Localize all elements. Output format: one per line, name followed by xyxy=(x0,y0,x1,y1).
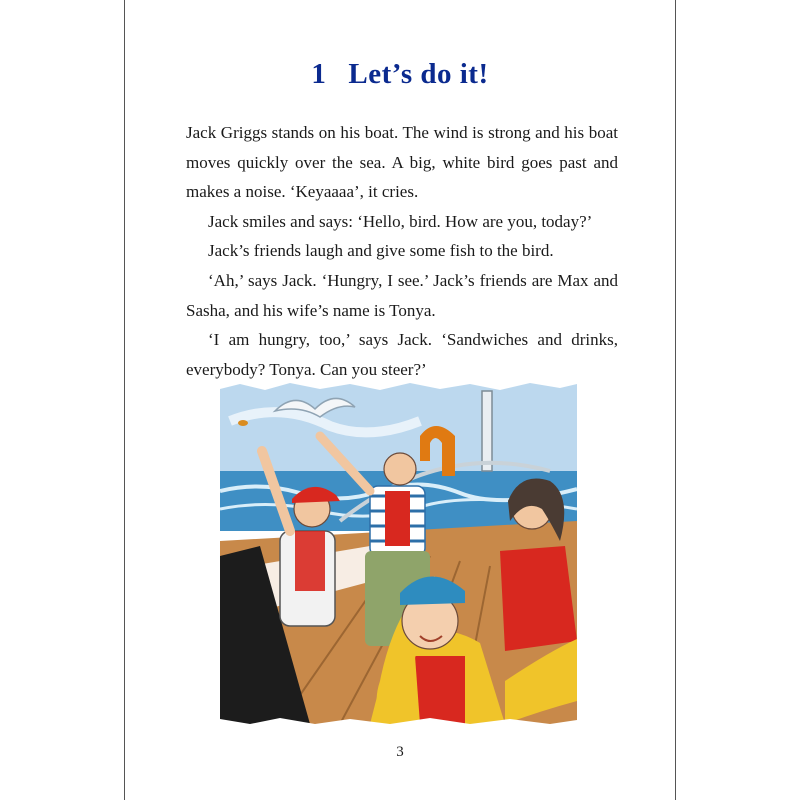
chapter-heading xyxy=(125,58,675,91)
life-jacket xyxy=(295,531,325,591)
life-jacket xyxy=(385,491,410,546)
paragraph: Jack smiles and says: ‘Hello, bird. How are you, today?’ xyxy=(208,211,593,231)
fish xyxy=(238,420,248,426)
person-jack-head xyxy=(384,453,416,485)
paragraph: ‘Ah,’ says Jack. ‘Hungry, I see.’ Jack’s friends are Max and Sasha, and his wife’s name is Tonya. xyxy=(186,270,618,320)
boat-illustration xyxy=(220,381,577,724)
life-jacket xyxy=(415,656,465,724)
paragraph: Jack Griggs stands on his boat. The wind is strong and his boat moves quickly over the sea. A big, white bird goes past and makes a noise. ‘Keyaaaa’, it cries. xyxy=(186,123,618,202)
illustration-drawing xyxy=(220,381,577,724)
page-number: 3 xyxy=(396,744,404,760)
paragraph: Jack’s friends laugh and give some fish to the bird. xyxy=(208,241,554,261)
chapter-title: Let’s do it! xyxy=(348,58,489,90)
book-page xyxy=(124,0,676,800)
story-text xyxy=(186,118,618,384)
mast xyxy=(482,391,492,471)
person-sasha-jacket xyxy=(500,546,577,651)
paragraph: ‘I am hungry, too,’ says Jack. ‘Sandwiches and drinks, everybody? Tonya. Can you steer?’ xyxy=(186,330,618,379)
chapter-number: 1 xyxy=(311,58,327,90)
